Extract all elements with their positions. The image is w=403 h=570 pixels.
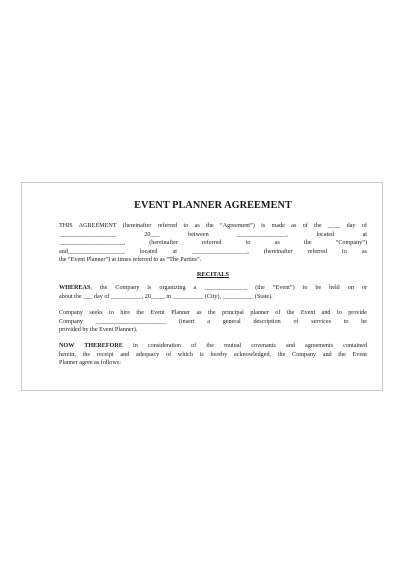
now-therefore-label: NOW THEREFORE [59, 343, 123, 349]
intro-line: the “Event Planner”) at times referred to as “The Parties”. [59, 257, 202, 264]
now-therefore-line: herein, the receipt and adequacy of which is hereby acknowledged, the Company and the Event [59, 351, 367, 358]
whereas-paragraph [59, 284, 367, 301]
now-therefore-line-1 [59, 342, 367, 351]
now-therefore-line: Planner agree as follows: [59, 360, 121, 367]
whereas-text: , the Company is organizing a ______________ (the “Event”) to be held on or [90, 285, 367, 291]
intro-line: THIS AGREEMENT (hereinafter referred to as the “Agreement”) is made as of the ____ day of [59, 223, 367, 229]
company-line: Company _______________________ (insert a general description of services to be [59, 318, 367, 325]
whereas-label: WHEREAS [59, 285, 91, 291]
intro-line: and__________________, located at __________________, (hereinafter referred to as [59, 248, 367, 255]
whereas-line: about the ___ day of __________, 20____, in __________ (City), __________ (State). [59, 293, 273, 300]
company-line: Company seeks to hire the Event Planner as the principal planner of the Event and to provide [59, 310, 367, 316]
now-therefore-text: in consideration of the mutual covenants and agreements contained [122, 343, 367, 349]
recitals-heading: RECITALS [196, 271, 230, 278]
document-page [21, 182, 383, 391]
intro-line: __________________, 20___ between ________________, located at [59, 231, 367, 238]
company-line: provided by the Event Planner). [59, 327, 138, 334]
now-therefore-paragraph [59, 342, 367, 368]
intro-paragraph [59, 222, 367, 265]
agreement-title: EVENT PLANNER AGREEMENT [134, 200, 292, 211]
company-paragraph [59, 309, 367, 335]
intro-line: _____________________, (hereinafter referred to as the “Company”) [59, 240, 367, 247]
whereas-line-1 [59, 284, 367, 293]
